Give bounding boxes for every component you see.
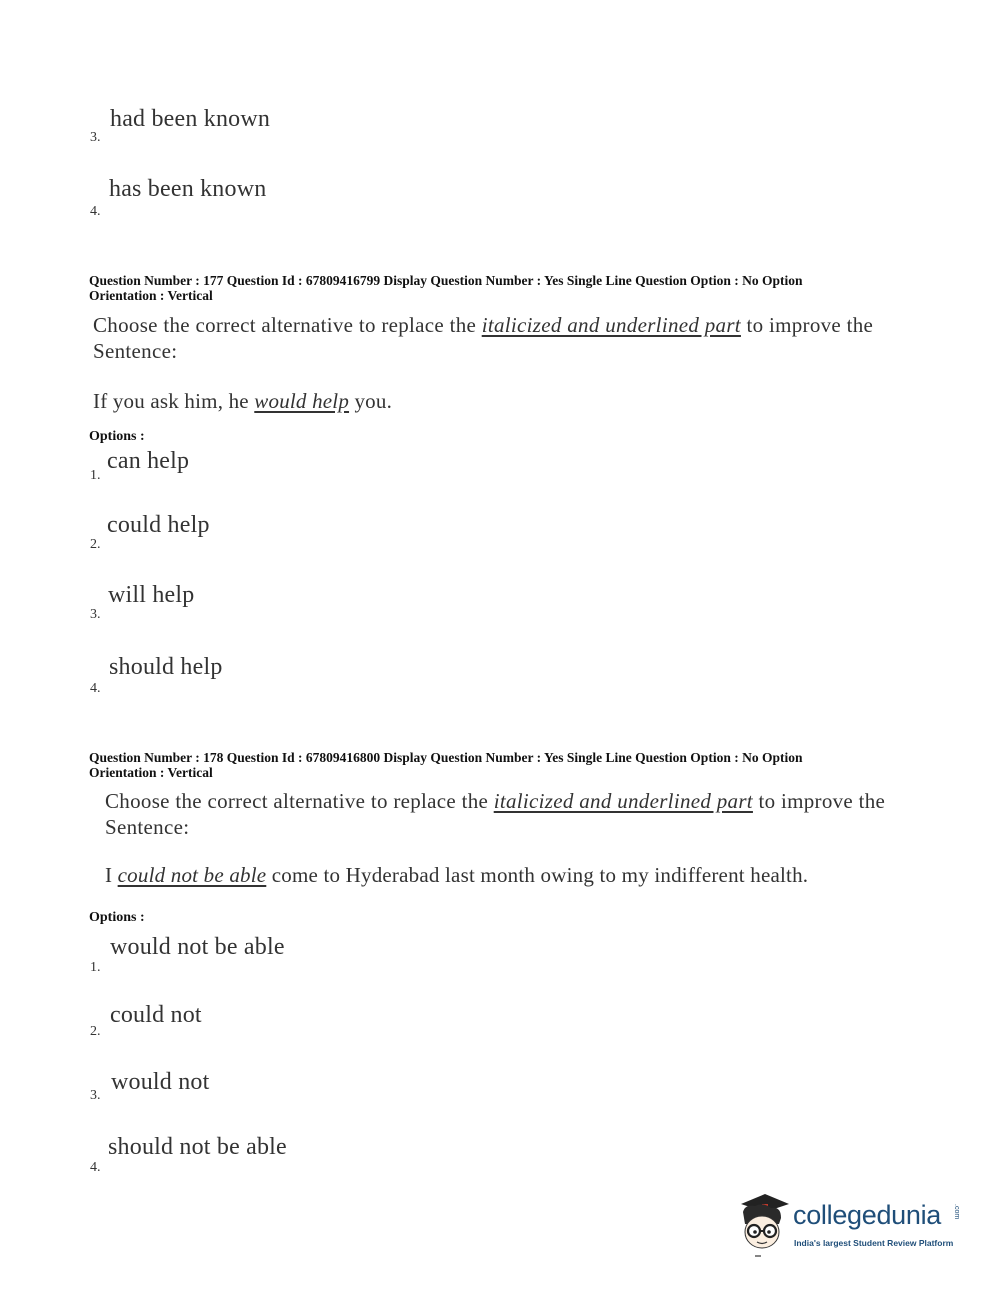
q177-option-2-number: 2. — [90, 537, 101, 552]
q177-stem-pre: Choose the correct alternative to replace the — [93, 313, 482, 337]
mascot-icon — [735, 1190, 793, 1260]
q177-option-2-text: could help — [107, 512, 210, 538]
q177-options-label: Options : — [89, 429, 145, 444]
q178-option-4-text: should not be able — [108, 1134, 287, 1160]
q178-sentence — [105, 863, 808, 888]
q178-stem-line1 — [105, 788, 905, 814]
q177-meta — [89, 273, 889, 303]
q178-sentence-pre: I — [105, 863, 118, 887]
q177-option-3-text: will help — [108, 582, 195, 608]
q178-sentence-post: come to Hyderabad last month owing to my indifferent health. — [266, 863, 809, 887]
q178-meta — [89, 750, 889, 780]
q178-option-3-number: 3. — [90, 1088, 101, 1103]
q178-stem-pre: Choose the correct alternative to replace the — [105, 789, 494, 813]
q177-sentence-post: you. — [349, 389, 393, 413]
q178-option-3-text: would not — [111, 1069, 210, 1095]
q178-stem — [105, 788, 905, 840]
q178-option-2-text: could not — [110, 1002, 202, 1028]
prev-option-4-text: has been known — [109, 176, 267, 202]
q178-sentence-emphasis: could not be able — [117, 863, 267, 887]
q178-stem-post: to improve the — [752, 789, 886, 813]
collegedunia-logo — [735, 1190, 965, 1260]
q177-stem-line1 — [93, 312, 903, 338]
q177-stem-post: to improve the — [740, 313, 874, 337]
q178-meta-line2: Orientation : Vertical — [89, 765, 213, 780]
q178-option-1-text: would not be able — [110, 934, 285, 960]
q177-stem — [93, 312, 903, 364]
q177-option-3-number: 3. — [90, 607, 101, 622]
q177-sentence — [93, 389, 392, 414]
q178-option-1-number: 1. — [90, 960, 101, 975]
q177-sentence-emphasis: would help — [254, 389, 350, 413]
prev-option-3-number: 3. — [90, 130, 101, 145]
q178-stem-emphasis: italicized and underlined part — [493, 789, 753, 813]
q177-option-1-number: 1. — [90, 468, 101, 483]
q177-stem-emphasis: italicized and underlined part — [481, 313, 741, 337]
q177-meta-line1: Question Number : 177 Question Id : 67809416799 Display Question Number : Yes Single Line Question Option : No Option — [89, 273, 803, 288]
q177-option-4-text: should help — [109, 654, 223, 680]
prev-option-4-number: 4. — [90, 204, 101, 219]
q177-option-1-text: can help — [107, 448, 190, 474]
q178-stem-line2: Sentence: — [105, 815, 190, 839]
logo-wordmark: collegedunia — [793, 1200, 942, 1230]
logo-com-suffix: .com — [953, 1204, 960, 1220]
prev-option-3-text: had been known — [110, 106, 271, 132]
logo-tagline: India's largest Student Review Platform — [794, 1238, 954, 1248]
q178-option-2-number: 2. — [90, 1024, 101, 1039]
q178-options-label: Options : — [89, 910, 145, 925]
q178-meta-line1: Question Number : 178 Question Id : 67809416800 Display Question Number : Yes Single Line Question Option : No Option — [89, 750, 803, 765]
q177-stem-line2: Sentence: — [93, 339, 178, 363]
q177-sentence-pre: If you ask him, he — [93, 389, 255, 413]
q178-option-4-number: 4. — [90, 1160, 101, 1175]
q177-option-4-number: 4. — [90, 681, 101, 696]
q177-meta-line2: Orientation : Vertical — [89, 288, 213, 303]
